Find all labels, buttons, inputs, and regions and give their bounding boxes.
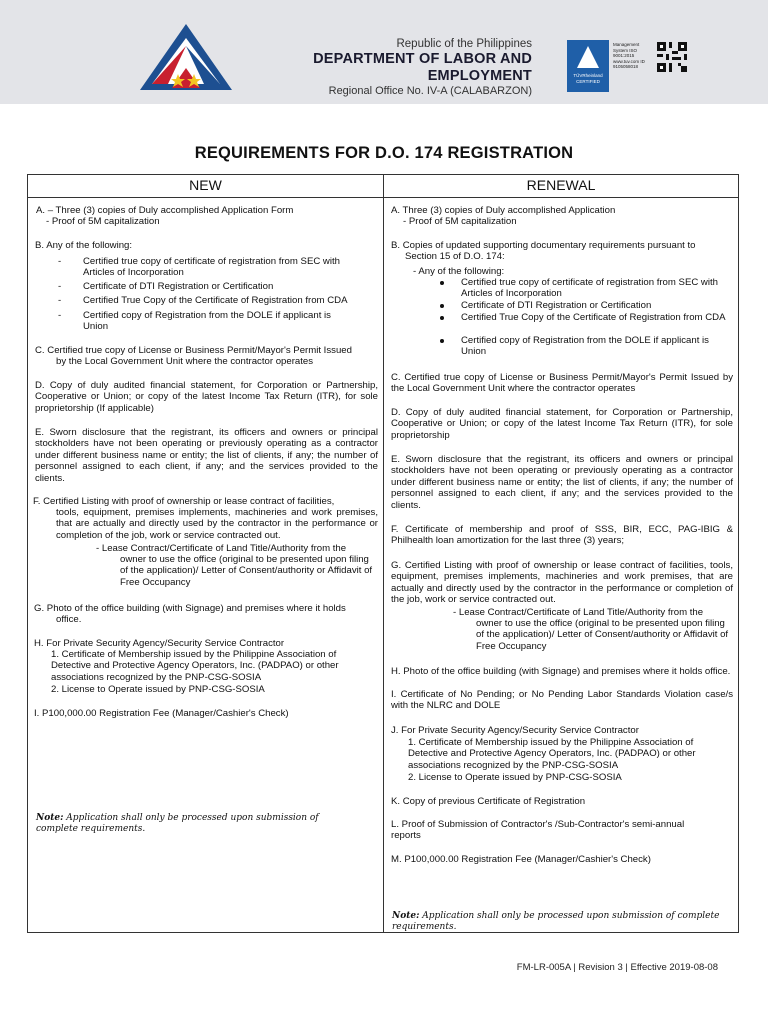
tuv-label: TÜVRheinland CERTIFIED — [573, 73, 603, 84]
new-item-h2: 2. License to Operate issued by PNP-CSG-SOSIA — [51, 684, 265, 695]
dash-marker: - — [58, 281, 62, 292]
new-item-h1: 1. Certificate of Membership issued by the Philippine Association of Detective and Protective Agency Operators, Inc. (PADPAO) or other associations recognized by the PNP-CSG-SOSIA — [51, 649, 339, 683]
dole-logo — [138, 22, 234, 92]
new-item-f-sub: - Lease Contract/Certificate of Land Title/Authority from the — [96, 543, 347, 554]
renewal-item-g-sub-cont: owner to use the office (original to be presented upon filing of the application)/ Letter of Consent/authority or Affidavit of Free Occupancy — [476, 618, 729, 652]
renewal-item-b2: Certificate of DTI Registration or Certification — [461, 300, 652, 311]
qr-code-icon — [657, 42, 687, 72]
renewal-item-a-sub: - Proof of 5M capitalization — [403, 216, 517, 227]
dash-marker: - — [58, 256, 62, 267]
department-name: DEPARTMENT OF LABOR AND EMPLOYMENT — [313, 51, 532, 84]
new-item-b4: Certified copy of Registration from the DOLE if applicant is — [83, 310, 331, 321]
renewal-item-j2: 2. License to Operate issued by PNP-CSG-SOSIA — [408, 772, 622, 783]
renewal-item-g-sub: - Lease Contract/Certificate of Land Title/Authority from the — [453, 607, 704, 618]
renewal-item-b4: Certified copy of Registration from the DOLE if applicant is Union — [461, 335, 709, 358]
bullet-icon — [440, 281, 444, 285]
cert-details: Management System ISO 9001:2015 www.tuv.com ID 9105058018 — [613, 42, 645, 69]
new-item-d: D. Copy of duly audited financial statement, for Corporation or Partnership, Cooperative or Union; or copy of the latest Income Tax Return (ITR), for sole proprietorship (If applicable) — [35, 380, 378, 414]
new-item-a: A. – Three (3) copies of Duly accomplished Application Form — [36, 205, 294, 216]
new-item-b3: Certified True Copy of the Certificate of Registration from CDA — [83, 295, 348, 306]
new-item-b1-cont: Articles of Incorporation — [83, 267, 184, 278]
renewal-item-c: C. Certified true copy of License or Business Permit/Mayor's Permit Issued by the Local Government Unit where the contractor operates — [391, 372, 733, 395]
bullet-icon — [440, 316, 444, 320]
renewal-note — [392, 911, 722, 933]
regional-office: Regional Office No. IV-A (CALABARZON) — [328, 85, 532, 97]
renewal-item-i: I. Certificate of No Pending; or No Pending Labor Standards Violation case/s with the NLRC and DOLE — [391, 689, 733, 712]
renewal-item-h: H. Photo of the office building (with Signage) and premises where it holds office. — [391, 666, 731, 677]
renewal-column-heading: RENEWAL — [526, 177, 596, 193]
new-item-a-sub: - Proof of 5M capitalization — [46, 216, 160, 227]
bullet-icon — [440, 339, 444, 343]
renewal-item-b-cont: Section 15 of D.O. 174: — [405, 251, 505, 262]
requirements-table — [27, 174, 739, 933]
new-item-c: C. Certified true copy of License or Business Permit/Mayor's Permit Issued — [35, 345, 352, 356]
iso-certification — [567, 40, 689, 92]
dash-marker: - — [58, 295, 62, 306]
note-text: Application shall only be processed upon submission of complete requirements. — [36, 813, 319, 834]
new-item-e: E. Sworn disclosure that the registrant, its officers and owners or principal stockholders have not been operating or previously operating as a contractor under different business name or entity; the list of clients, if any; the number of personnel assigned to each client, if any; and the services provided to the clients. — [35, 427, 378, 484]
renewal-item-k: K. Copy of previous Certificate of Registration — [391, 796, 586, 807]
renewal-item-f: F. Certificate of membership and proof of SSS, BIR, ECC, PAG-IBIG & Philhealth loan amortization for the last three (3) years; — [391, 524, 733, 547]
bullet-icon — [440, 304, 444, 308]
header-divider — [28, 197, 738, 198]
new-item-i: I. P100,000.00 Registration Fee (Manager/Cashier's Check) — [34, 708, 289, 719]
new-item-g: G. Photo of the office building (with Signage) and premises where it holds — [34, 603, 346, 614]
new-item-b1: Certified true copy of certificate of registration from SEC with — [83, 256, 340, 267]
republic-text: Republic of the Philippines — [396, 38, 532, 50]
renewal-item-b-any: - Any of the following: — [413, 266, 505, 277]
renewal-item-e: E. Sworn disclosure that the registrant, its officers and owners or principal stockholders have not been operating or previously operating as a contractor under different business name or entity; the list of clients, if any; the number of personnel assigned to each client, if any; and the services provided to the clients. — [391, 454, 733, 511]
renewal-item-m: M. P100,000.00 Registration Fee (Manager/Cashier's Check) — [391, 854, 651, 865]
new-item-b: B. Any of the following: — [35, 240, 133, 251]
renewal-item-j1: 1. Certificate of Membership issued by the Philippine Association of Detective and Protective Agency Operators, Inc. (PADPAO) or other associations recognized by the PNP-CSG-SOSIA — [408, 737, 696, 771]
letterhead — [0, 0, 768, 104]
renewal-item-a: A. Three (3) copies of Duly accomplished Application — [391, 205, 616, 216]
document-footer: FM-LR-005A | Revision 3 | Effective 2019-08-08 — [516, 962, 718, 973]
new-item-b4-cont: Union — [83, 321, 109, 332]
column-divider — [383, 175, 384, 932]
renewal-item-d: D. Copy of duly audited financial statement, for Corporation or Partnership, Cooperative or Union; or copy of the latest Income Tax Return (ITR), for sole proprietorship — [391, 407, 733, 441]
note-text: Application shall only be processed upon submission of complete requirements. — [392, 911, 720, 932]
tuv-logo — [567, 40, 609, 92]
renewal-item-b3: Certified True Copy of the Certificate of Registration from CDA — [461, 312, 726, 323]
new-column-heading: NEW — [189, 177, 222, 193]
page-title: REQUIREMENTS FOR D.O. 174 REGISTRATION — [194, 144, 574, 162]
renewal-item-j: J. For Private Security Agency/Security Service Contractor — [391, 725, 639, 736]
new-item-b2: Certificate of DTI Registration or Certification — [83, 281, 274, 292]
note-label: Note: — [392, 911, 420, 921]
department-heading — [236, 38, 532, 98]
new-item-f: F. Certified Listing with proof of ownership or lease contract of facilities, — [33, 496, 335, 507]
new-note — [36, 813, 356, 835]
renewal-item-b1: Certified true copy of certificate of registration from SEC with Articles of Incorporation — [461, 277, 718, 300]
dash-marker: - — [58, 310, 62, 321]
new-item-f-sub-cont: owner to use the office (original to be presented upon filing of the application)/ Letter of Consent/authority or Affidavit of Free Occupancy — [120, 554, 373, 588]
new-item-c-cont: by the Local Government Unit where the contractor operates — [56, 356, 314, 367]
new-item-g-cont: office. — [56, 614, 82, 625]
renewal-item-g: G. Certified Listing with proof of ownership or lease contract of facilities, tools, equipment, premises implements, machineries and work premises, that are actually and directly used by the contractor in the performance or completion of the job, work or service contracted out. — [391, 560, 733, 606]
note-label: Note: — [36, 813, 64, 823]
new-item-f-cont: tools, equipment, premises implements, machineries and work premises, that are actually and directly used by the contractor in the performance or completion of the job, work or service contracted out. — [56, 507, 378, 541]
renewal-item-b: B. Copies of updated supporting documentary requirements pursuant to — [391, 240, 696, 251]
new-item-h: H. For Private Security Agency/Security Service Contractor — [34, 638, 285, 649]
renewal-item-l: L. Proof of Submission of Contractor's /Sub-Contractor's semi-annual reports — [391, 819, 685, 842]
